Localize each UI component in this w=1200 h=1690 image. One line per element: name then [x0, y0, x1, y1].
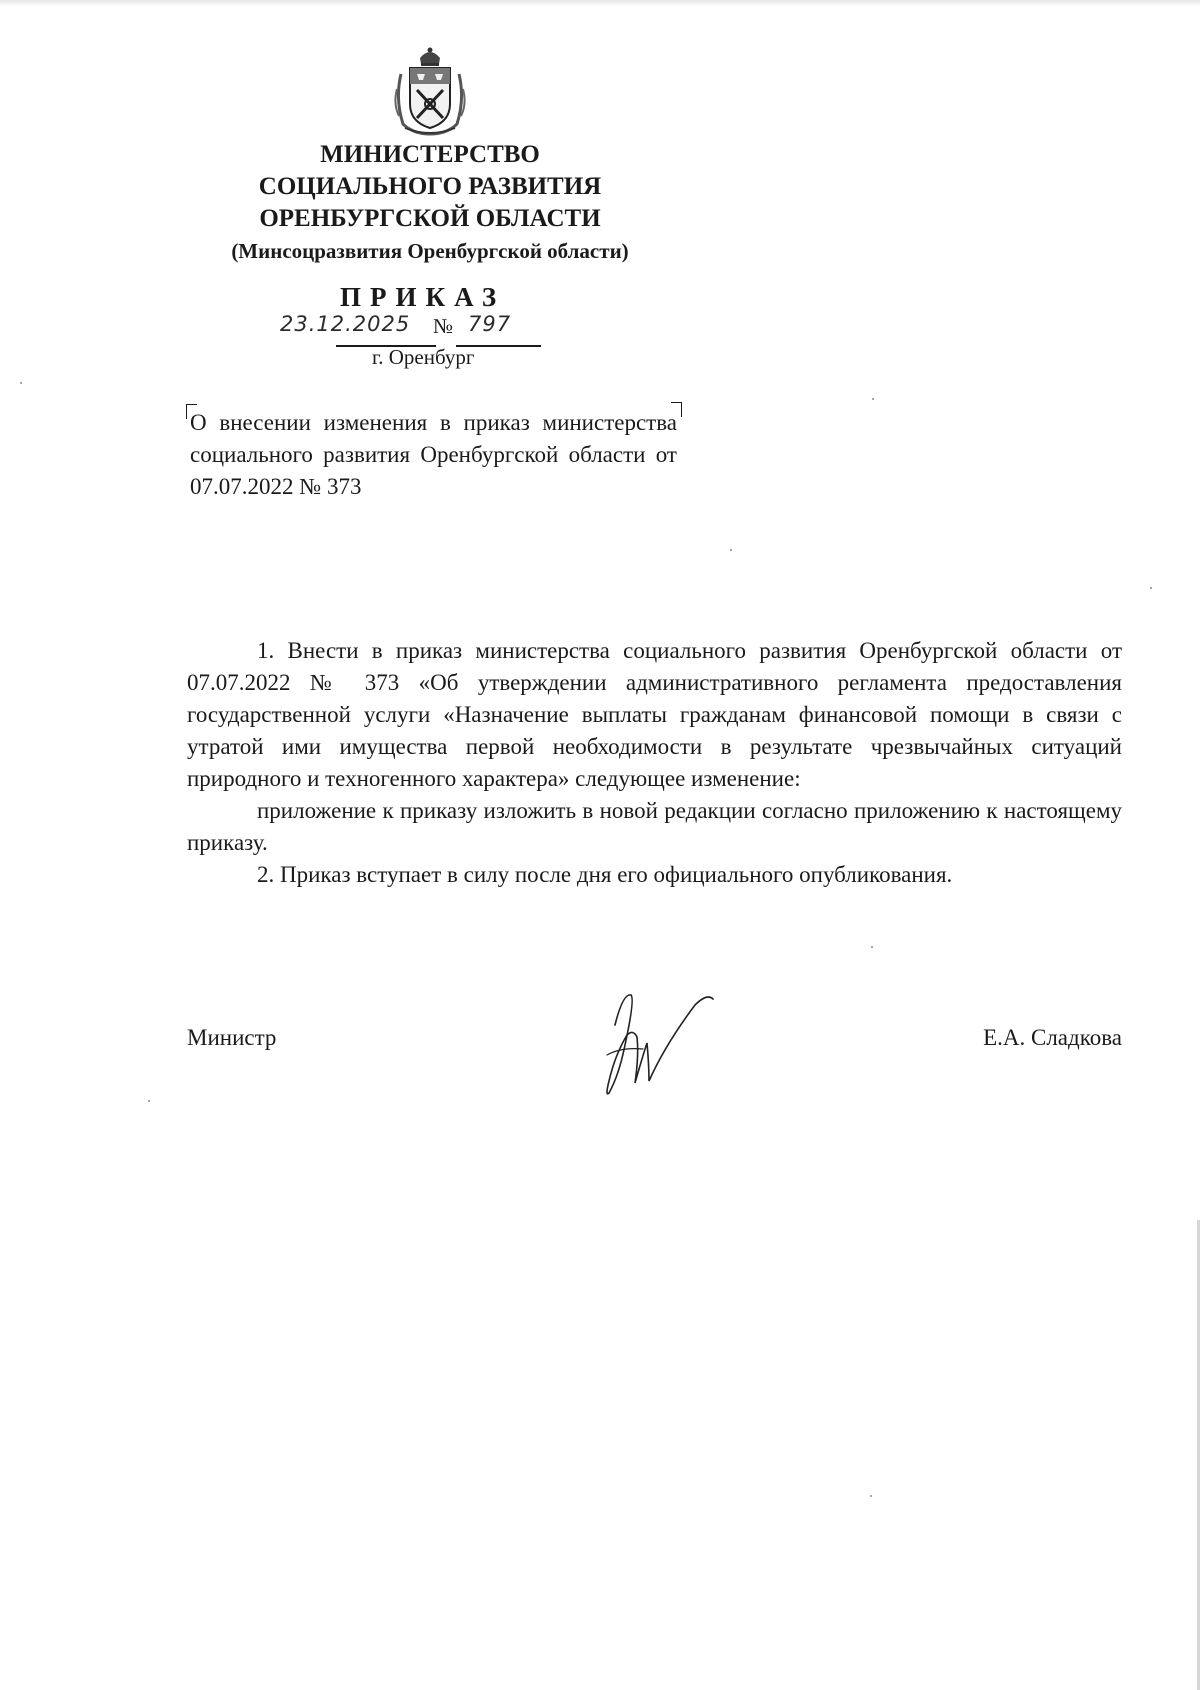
scan-speck: [872, 398, 874, 400]
signature-block: [187, 1025, 1122, 1065]
scan-speck: [870, 1495, 872, 1497]
scan-speck: [871, 946, 873, 948]
ministry-name-line1: МИНИСТЕРСТВО: [320, 141, 540, 168]
handwritten-date: 23.12.2025: [280, 312, 411, 336]
scan-speck: [1150, 587, 1152, 589]
coat-of-arms-icon: [393, 44, 467, 136]
order-body: [187, 635, 1122, 891]
date-number-line: [278, 312, 543, 346]
ministry-header: [170, 139, 690, 265]
signatory-position: Министр: [187, 1025, 277, 1050]
body-paragraph: приложение к приказу изложить в новой редакции согласно приложению к настоящему приказу.: [187, 798, 1122, 855]
order-subject: [190, 407, 677, 503]
subject-text: О внесении изменения в приказ министерства социального развития Оренбургской области от 07.07.2022 № 373: [190, 410, 677, 499]
ministry-name-line3: ОРЕНБУРГСКОЙ ОБЛАСТИ: [259, 205, 601, 232]
document-type-title: ПРИКАЗ: [340, 282, 506, 312]
handwritten-number: 797: [468, 312, 512, 336]
signatory-name: Е.А. Сладкова: [983, 1025, 1122, 1050]
ministry-short-name: (Минсоцразвития Оренбургской области): [231, 239, 629, 263]
city-label: г. Оренбург: [372, 345, 475, 369]
body-paragraph: 1. Внести в приказ министерства социального развития Оренбургской области от 07.07.2022 № 373 «Об утверждении административного регламента предоставления государственной услуги «Назначение выплаты гражданам финансовой помощи в связи с утратой ими имущества первой необходимости в результате чрезвычайных ситуаций природного и техногенного характера» следующее изменение:: [187, 638, 1122, 791]
ministry-name-line2: СОЦИАЛЬНОГО РАЗВИТИЯ: [258, 173, 602, 200]
scan-edge: [0, 0, 1200, 6]
scan-speck: [20, 382, 22, 384]
number-sign: №: [433, 314, 454, 338]
scan-speck: [730, 549, 732, 551]
scan-speck: [148, 1100, 150, 1102]
body-paragraph: 2. Приказ вступает в силу после дня его официального опубликования.: [257, 862, 953, 887]
